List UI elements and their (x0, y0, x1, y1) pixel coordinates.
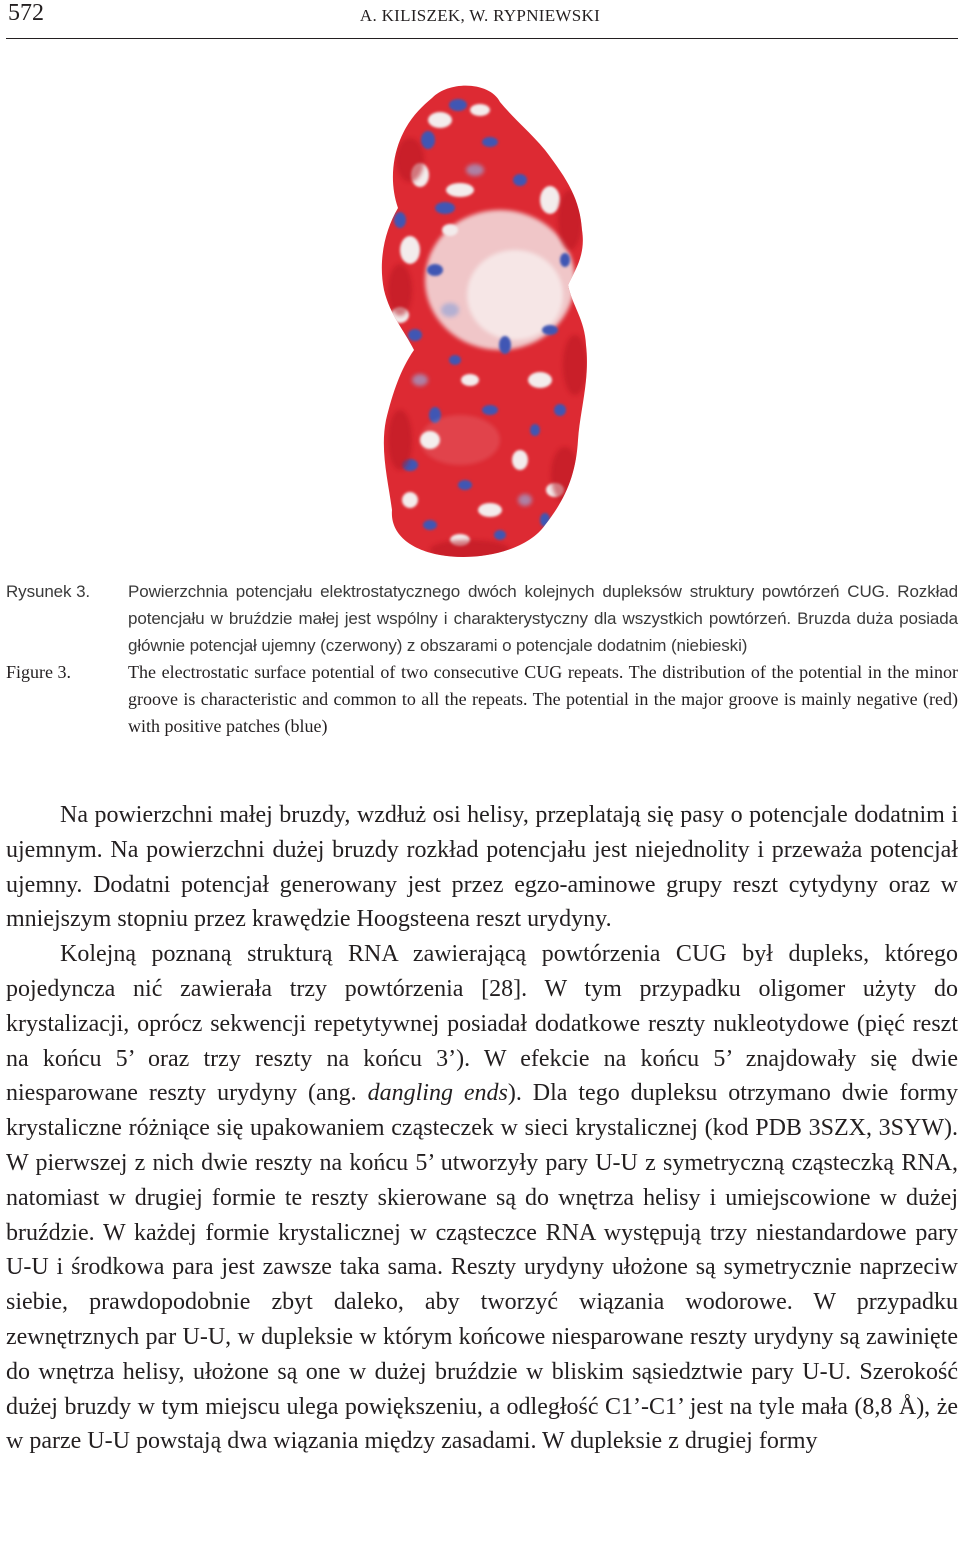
paragraph-2-emphasis: dangling ends (367, 1080, 508, 1107)
header-rule (6, 38, 958, 39)
paragraph-1: Na powierzchni małej bruzdy, wzdłuż osi helisy, przeplatają się pasy o potencjale dodatnim i ujemnym. Na powierzchni dużej bruzdy rozkład potencjału jest niejednolity i przeważa potencjał ujemny. Dodatni potencjał generowany jest przez egzo-aminowe grupy reszt cytydyny oraz w mniejszym stopniu przez krawędzie Hoogsteena reszt urydyny. (6, 802, 958, 933)
figure-captions (6, 578, 958, 740)
paragraph-2-part-a: Kolejną poznaną strukturą RNA zawierającą powtórzenia CUG był dupleks, którego pojedyncza nić zawierała trzy powtórzenia [28]. W tym przypadku oligomer użyty do krystalizacji, oprócz sekwencji repetytywnej posiadał dodatkowe reszty nukleotydowe (pięć reszt na końcu 5’ oraz trzy reszty na końcu 3’). W efekcie na końcu 5’ znajdowały się dwie niesparowane reszty urydyny (ang. (6, 941, 958, 1107)
page-number: 572 (8, 0, 44, 26)
rna-surface-figure (340, 80, 620, 570)
caption-label-en: Figure 3. (6, 662, 71, 682)
page-header (0, 0, 960, 40)
caption-label-pl: Rysunek 3. (6, 582, 91, 601)
electrostatic-surface-image (340, 80, 620, 570)
caption-text-pl: Powierzchnia potencjału elektrostatycznego dwóch kolejnych dupleksów struktury powtórzeń CUG. Rozkład potencjału w bruździe małej jest wspólny i charakterystyczny dla wszystkich powtórzeń. Bruzda duża posiada głównie potencjał ujemny (czerwony) z obszarami o potencjale dodatnim (niebieski) (128, 582, 958, 655)
paragraph-2 (6, 937, 958, 1459)
caption-text-en: The electrostatic surface potential of two consecutive CUG repeats. The distribution of the potential in the minor groove is characteristic and common to all the repeats. The potential in the major groove is mainly negative (red) with positive patches (blue) (128, 662, 958, 736)
paragraph-2-part-b: ). Dla tego dupleksu otrzymano dwie formy krystaliczne różniące się upakowaniem cząsteczek w sieci krystalicznej (kod PDB 3SZX, 3SYW). W pierwszej z nich dwie reszty na końcu 5’ utworzyły pary U-U z symetryczną cząsteczką RNA, natomiast w drugiej formie te reszty skierowane są do wnętrza helisy i umiejscowione w dużej bruździe. W każdej formie krystalicznej w cząsteczce RNA występują trzy niestandardowe pary U-U i środkowa para jest zawsze taka sama. Reszty urydyny ułożone są symetrycznie naprzeciw siebie, prawdopodobnie zbyt daleko, aby tworzyć wiązania wodorowe. W przypadku zewnętrznych par U-U, w dupleksie w którym końcowe niesparowane reszty urydyny są zawinięte do wnętrza helisy, ułożone są one w dużej bruździe w bliskim sąsiedztwie pary U-U. Szerokość dużej bruzdy w tym miejscu ulega powiększeniu, a odległość C1’-C1’ jest na tyle mała (8,8 Å), że w parze U-U powstają dwa wiązania między zasadami. W dupleksie z drugiej formy (6, 1080, 959, 1455)
running-head: A. KILISZEK, W. RYPNIEWSKI (359, 6, 601, 25)
caption-english (6, 659, 958, 740)
body-text (6, 798, 958, 1459)
caption-polish (6, 578, 958, 659)
